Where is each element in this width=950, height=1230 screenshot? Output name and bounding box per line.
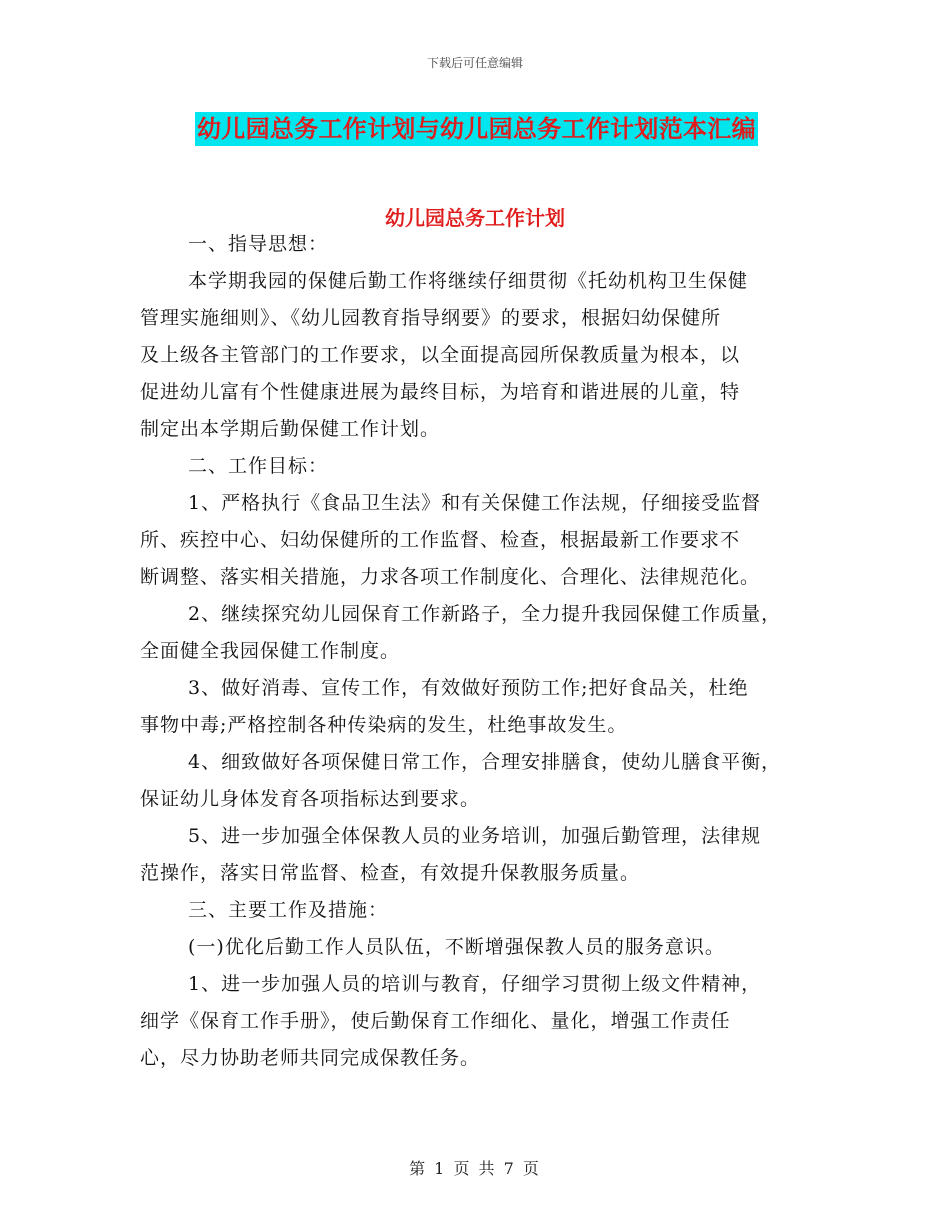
- body-line: 范操作，落实日常监督、检查，有效提升保教服务质量。: [140, 862, 641, 884]
- body-line: 一、指导思想：: [188, 233, 329, 255]
- body-line: 心，尽力协助老师共同完成保教任务。: [140, 1047, 481, 1069]
- body-line: 2、继续探究幼儿园保育工作新路子，全力提升我园保健工作质量，: [188, 603, 782, 625]
- document-title: 幼儿园总务工作计划与幼儿园总务工作计划范本汇编: [195, 112, 758, 146]
- body-line: 促进幼儿富有个性健康进展为最终目标，为培育和谐进展的儿童，特: [140, 381, 741, 403]
- header-note: 下载后可任意编辑: [426, 56, 523, 70]
- body-line: 3、做好消毒、宣传工作，有效做好预防工作;把好食品关，杜绝: [188, 677, 749, 699]
- body-line: 保证幼儿身体发育各项指标达到要求。: [140, 788, 481, 810]
- body-line: 及上级各主管部门的工作要求，以全面提高园所保教质量为根本，以: [140, 344, 741, 366]
- body-line: (一)优化后勤工作人员队伍，不断增强保教人员的服务意识。: [188, 936, 725, 958]
- body-line: 1、进一步加强人员的培训与教育，仔细学习贯彻上级文件精神，: [188, 973, 762, 995]
- body-line: 所、疾控中心、妇幼保健所的工作监督、检查，根据最新工作要求不: [140, 529, 741, 551]
- body-line: 4、细致做好各项保健日常工作，合理安排膳食，使幼儿膳食平衡，: [188, 751, 782, 773]
- body-line: 管理实施细则》、《幼儿园教育指导纲要》的要求，根据妇幼保健所: [140, 307, 722, 329]
- body-line: 制定出本学期后勤保健工作计划。: [140, 418, 441, 440]
- body-line: 全面健全我园保健工作制度。: [140, 640, 401, 662]
- body-line: 1、严格执行《食品卫生法》和有关保健工作法规，仔细接受监督: [188, 492, 762, 514]
- body-line: 断调整、落实相关措施，力求各项工作制度化、合理化、法律规范化。: [140, 566, 761, 588]
- body-line: 三、主要工作及措施：: [188, 899, 389, 921]
- body-line: 事物中毒;严格控制各种传染病的发生，杜绝事故发生。: [140, 714, 628, 736]
- body-line: 细学《保育工作手册》，使后勤保育工作细化、量化，增强工作责任: [140, 1010, 731, 1032]
- body-line: 本学期我园的保健后勤工作将继续仔细贯彻《托幼机构卫生保健: [188, 270, 749, 292]
- body-line: 二、工作目标：: [188, 455, 329, 477]
- body-line: 5、进一步加强全体保教人员的业务培训，加强后勤管理，法律规: [188, 825, 762, 847]
- section-title: 幼儿园总务工作计划: [385, 206, 565, 230]
- page-footer: 第 1 页 共 7 页: [409, 1159, 541, 1178]
